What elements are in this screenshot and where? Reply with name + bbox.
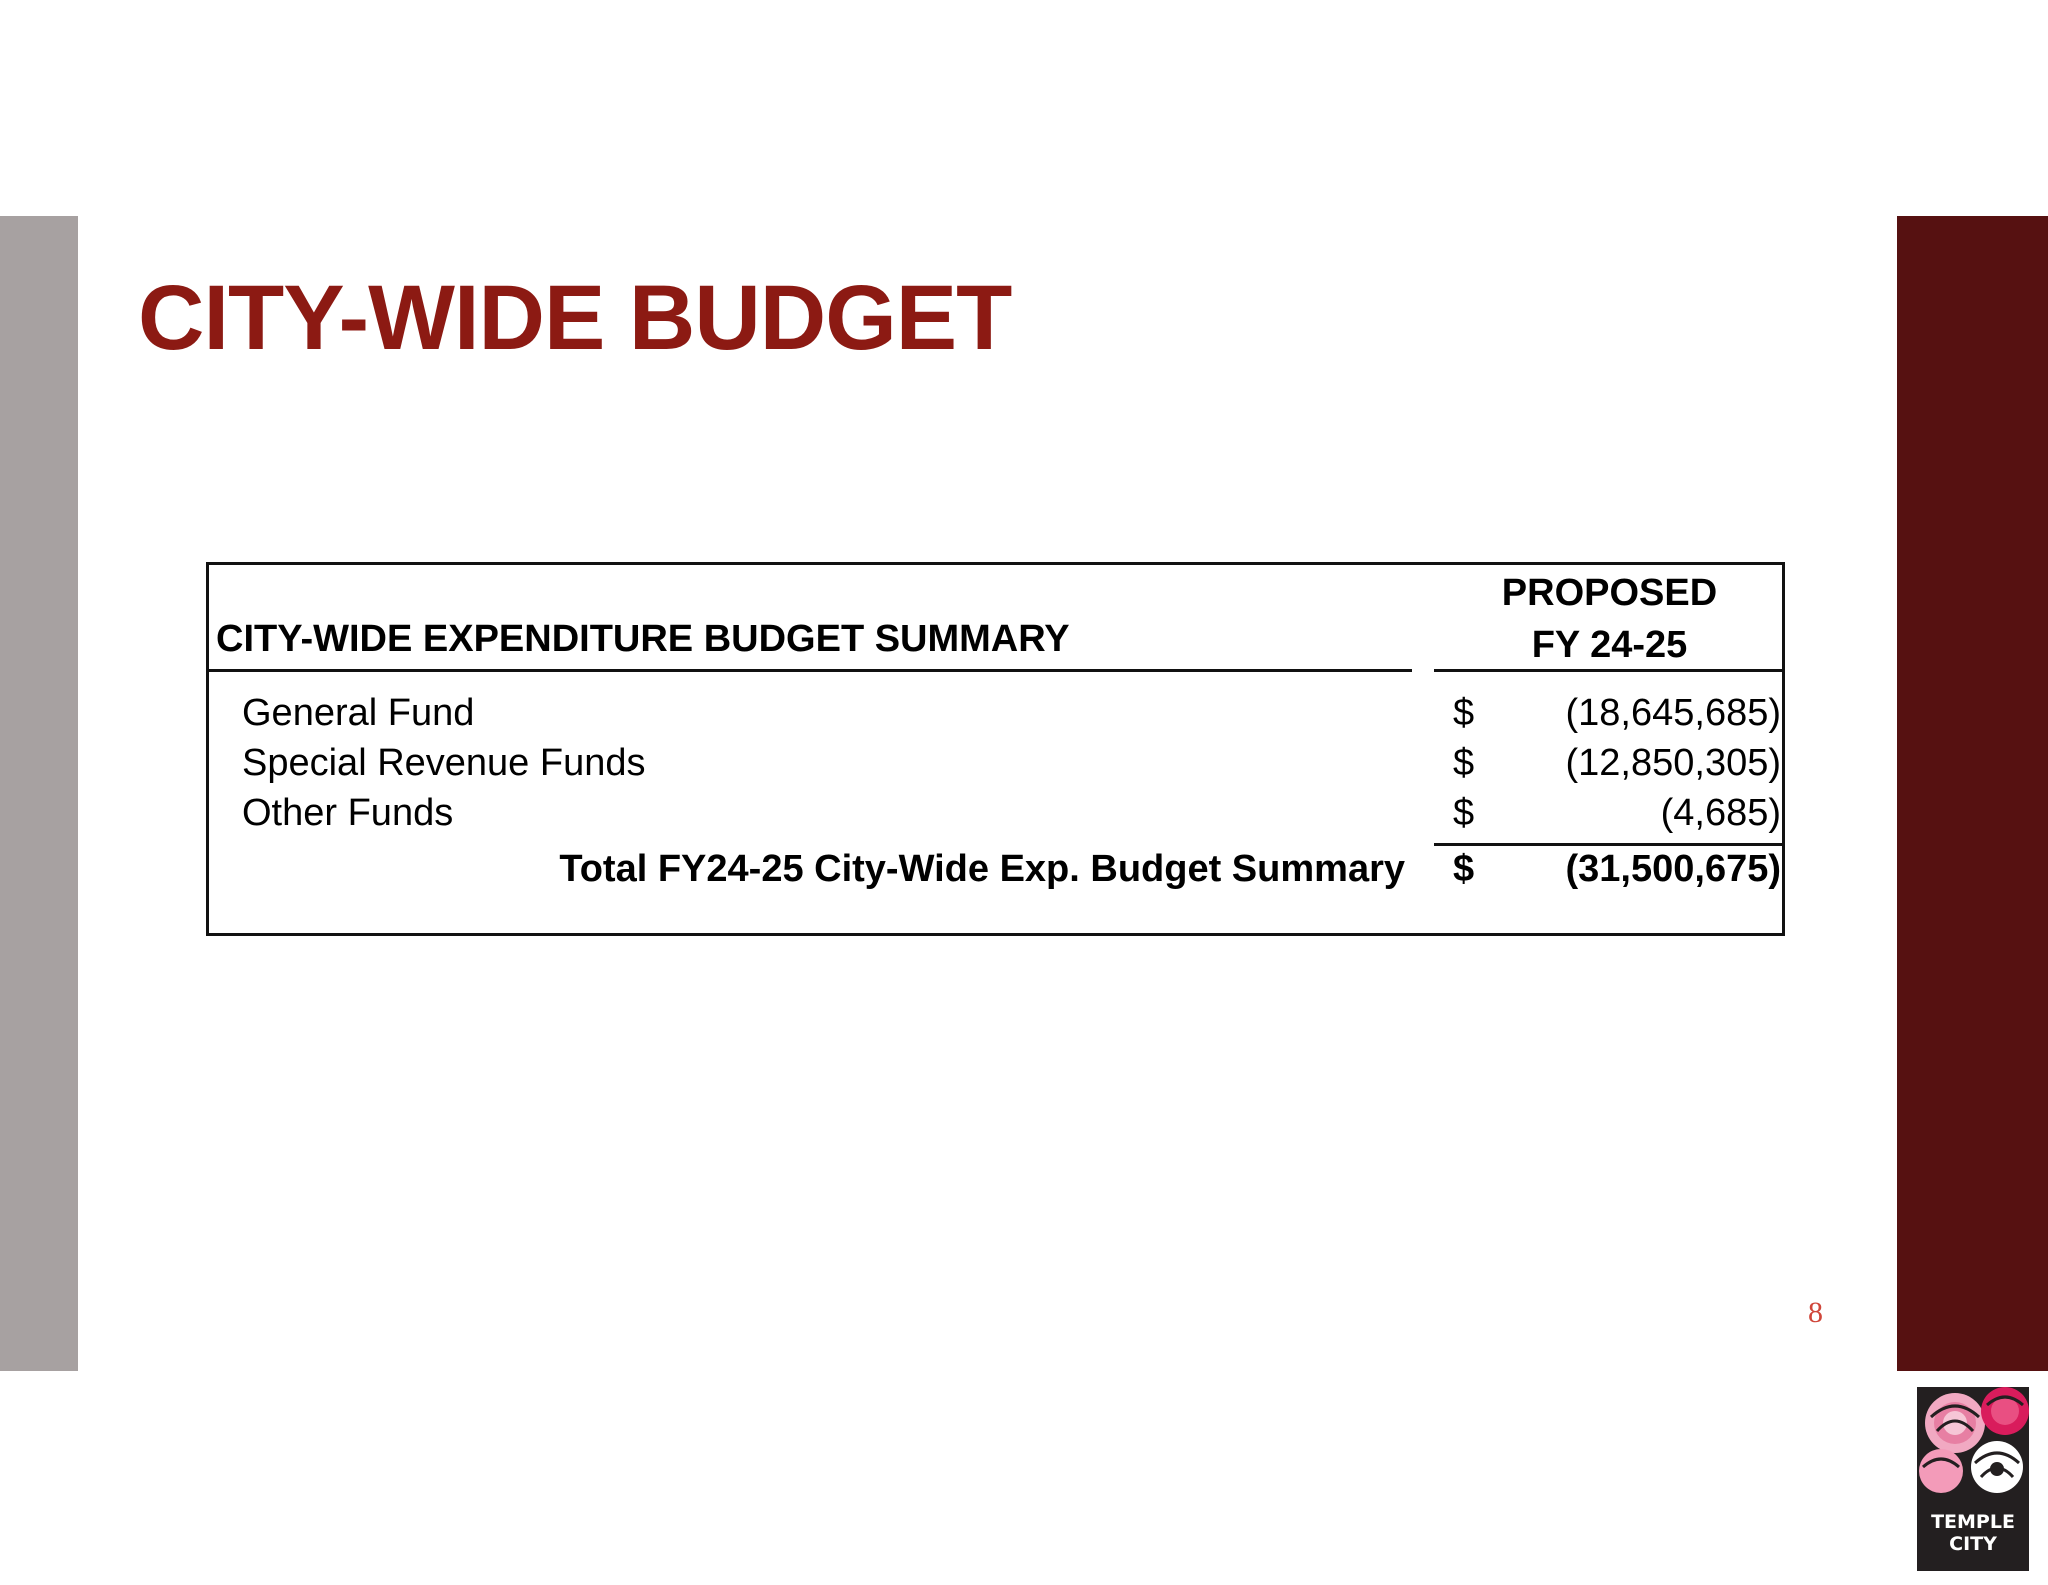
table-header-left: CITY-WIDE EXPENDITURE BUDGET SUMMARY (216, 618, 1070, 660)
row-amount: (18,645,685) (1565, 692, 1781, 734)
row-amount: (12,850,305) (1565, 742, 1781, 784)
table-header-right (1434, 567, 1785, 671)
page-title: CITY-WIDE BUDGET (138, 267, 1012, 369)
subtotal-line (1434, 843, 1785, 846)
row-label: Other Funds (242, 792, 454, 834)
header-fiscal-year: FY 24-25 (1531, 624, 1688, 666)
logo-background (1917, 1387, 2029, 1571)
header-underline-left (209, 669, 1412, 672)
row-currency: $ (1453, 742, 1475, 784)
page-number: 8 (1808, 1296, 1823, 1329)
total-row (209, 848, 1785, 902)
table-row (209, 692, 1785, 742)
table-row (209, 742, 1785, 792)
camellia-flower-icon (1917, 1387, 2029, 1497)
temple-city-logo (1914, 1384, 2032, 1574)
budget-summary-table (206, 562, 1785, 936)
slide (0, 216, 2048, 1555)
row-currency: $ (1453, 792, 1475, 834)
header-proposed: PROPOSED (1501, 572, 1718, 614)
right-accent-bar (1897, 216, 2048, 1371)
logo-text (1917, 1511, 2029, 1555)
row-label: Special Revenue Funds (242, 742, 646, 784)
total-amount: (31,500,675) (1565, 848, 1781, 890)
header-underline-right (1434, 669, 1785, 672)
left-accent-bar (0, 216, 78, 1371)
total-label: Total FY24-25 City-Wide Exp. Budget Summary (559, 848, 1405, 890)
table-row (209, 792, 1785, 842)
logo-text-line1: TEMPLE (1931, 1511, 2015, 1533)
row-currency: $ (1453, 692, 1475, 734)
logo-text-line2: CITY (1949, 1533, 1997, 1555)
total-currency: $ (1453, 848, 1475, 890)
row-label: General Fund (242, 692, 475, 734)
row-amount: (4,685) (1660, 792, 1781, 834)
